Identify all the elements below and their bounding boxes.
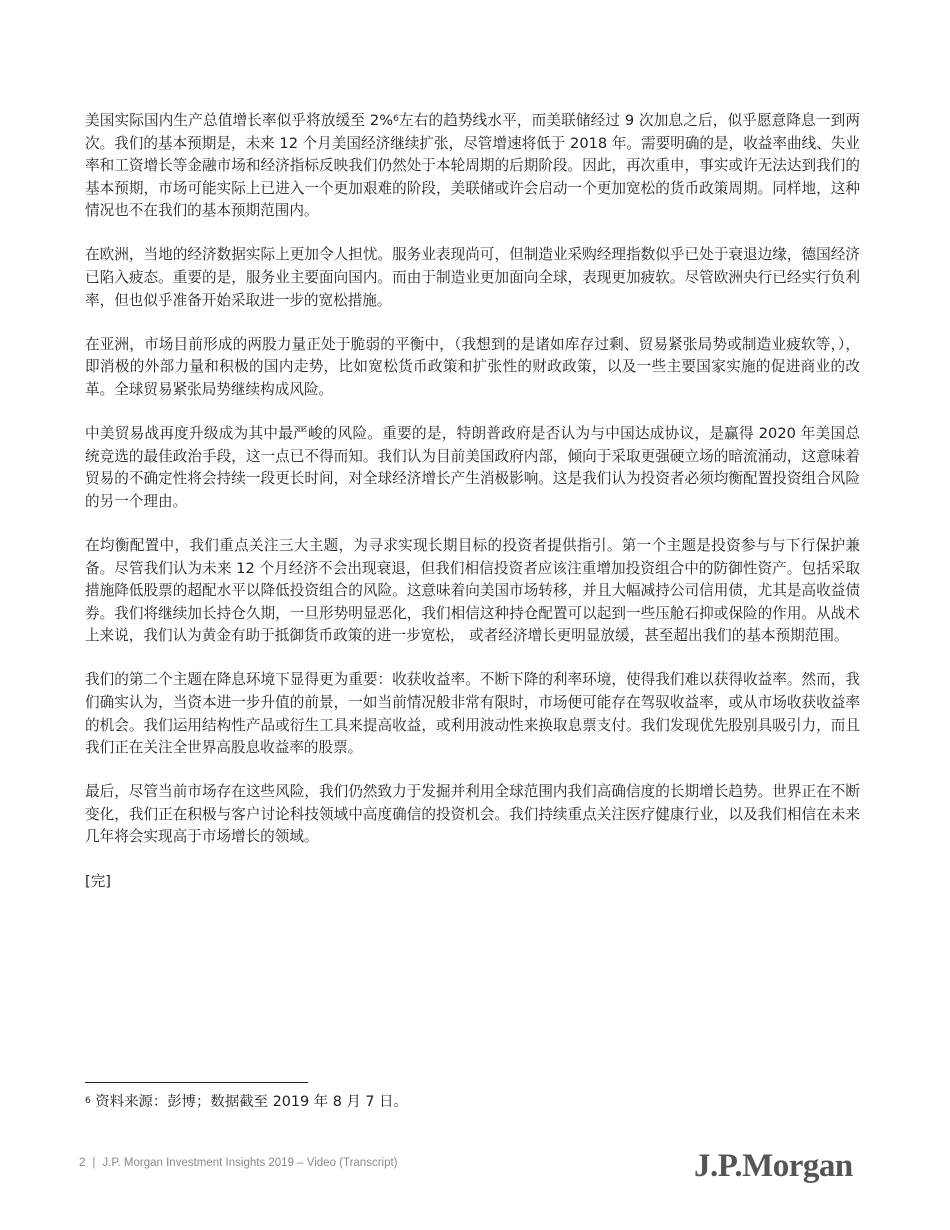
paragraph-5: 在均衡配置中，我们重点关注三大主题，为寻求实现长期目标的投资者提供指引。第一个主题是投资参与与下行保护兼备。尽管我们认为未来 12 个月经济不会出现衰退，但我们相信投资者应该注重增加投资组合中的防御性资产。包括采取措施降低股票的超配水平以降低投资组合的风险。这意味着向美国市场转移，并且大幅减持公司信用债，尤其是高收益债券。我们将继续加长持仓久期，一旦形势明显恶化，我们相信这种持仓配置可以起到一些压舱石抑或保险的作用。从战术上来说，我们认为黄金有助于抵御货币政策的进一步宽松， 或者经济增长更明显放缓，甚至超出我们的基本预期范围。 (85, 536, 860, 645)
paragraph-2: 在欧洲，当地的经济数据实际上更加令人担忧。服务业表现尚可，但制造业采购经理指数似乎已处于衰退边缘，德国经济已陷入疲态。重要的是，服务业主要面向国内。而由于制造业更加面向全球，表现更加疲软。尽管欧洲央行已经实行负利率，但也似乎准备开始采取进一步的宽松措施。 (85, 246, 860, 309)
footnote-divider (85, 1082, 308, 1083)
paragraph-1 (85, 110, 860, 223)
paragraph-4: 中美贸易战再度升级成为其中最严峻的风险。重要的是，特朗普政府是否认为与中国达成协议，是赢得 2020 年美国总统竞选的最佳政治手段，这一点已不得而知。我们认为目前美国政府内部，倾向于采取更强硬立场的暗流涌动，这意味着贸易的不确定性将会持续一段更长时间，对全球经济增长产生消极影响。这是我们认为投资者必须均衡配置投资组合风险的另一个理由。 (85, 425, 860, 510)
paragraph-6: 我们的第二个主题在降息环境下显得更为重要：收获收益率。不断下降的利率环境，使得我们难以获得收益率。然而，我们确实认为，当资本进一步升值的前景，一如当前情况般非常有限时，市场便可能存在驾驭收益率，或从市场收获收益率的机会。我们运用结构性产品或衍生工具来提高收益，或利用波动性来换取息票支付。我们发现优先股别具吸引力，而且我们正在关注全世界高股息收益率的股票。 (85, 671, 860, 757)
footer-separator: | (92, 1157, 96, 1169)
jpmorgan-logo: J.P.Morgan (694, 1148, 853, 1184)
footnote-text: 资料来源：彭博；数据截至 2019 年 8 月 7 日。 (90, 1094, 408, 1110)
paragraph-1-text-b: 左右的趋势线水平，而美联储经过 9 次加息之后，似乎愿意降息一到两次。我们的基本预期是，未来 12 个月美国经济继续扩张，尽管增速将低于 2018 年。需要明确的是，收益率曲线、失业率和工资增长等金融市场和经济指标反映我们仍然处于本轮周期的后期阶段。因此，再次重申，事实或许无法达到我们的基本预期，市场可能实际上已进入一个更加艰难的阶段，美联储或许会启动一个更加宽松的货币政策周期。同样地，这种情况也不在我们的基本预期范围内。 (85, 112, 860, 220)
main-text (85, 110, 860, 915)
footnote-number: 6 (85, 1096, 91, 1106)
page-footer (79, 1157, 398, 1169)
paragraph-7: 最后，尽管当前市场存在这些风险，我们仍然致力于发掘并利用全球范围内我们高确信度的长期增长趋势。世界正在不断变化，我们正在积极与客户讨论科技领域中高度确信的投资机会。我们持续重点关注医疗健康行业，以及我们相信在未来几年将会实现高于市场增长的领域。 (85, 783, 860, 846)
paragraph-3: 在亚洲，市场目前形成的两股力量正处于脆弱的平衡中，（我想到的是诸如库存过剩、贸易紧张局势或制造业疲软等，），即消极的外部力量和积极的国内走势，比如宽松货币政策和扩张性的财政政策，以及一些主要国家实施的促进商业的改革。全球贸易紧张局势继续构成风险。 (85, 335, 860, 398)
footnote-reference: 6 (393, 114, 399, 124)
end-mark: [完] (85, 872, 111, 890)
paragraph-1-text-a: 美国实际国内生产总值增长率似乎将放缓至 2% (85, 112, 394, 129)
page-number: 2 (79, 1157, 86, 1169)
footer-title: J.P. Morgan Investment Insights 2019 – Video (Transcript) (102, 1157, 398, 1169)
footnote (85, 1090, 408, 1114)
